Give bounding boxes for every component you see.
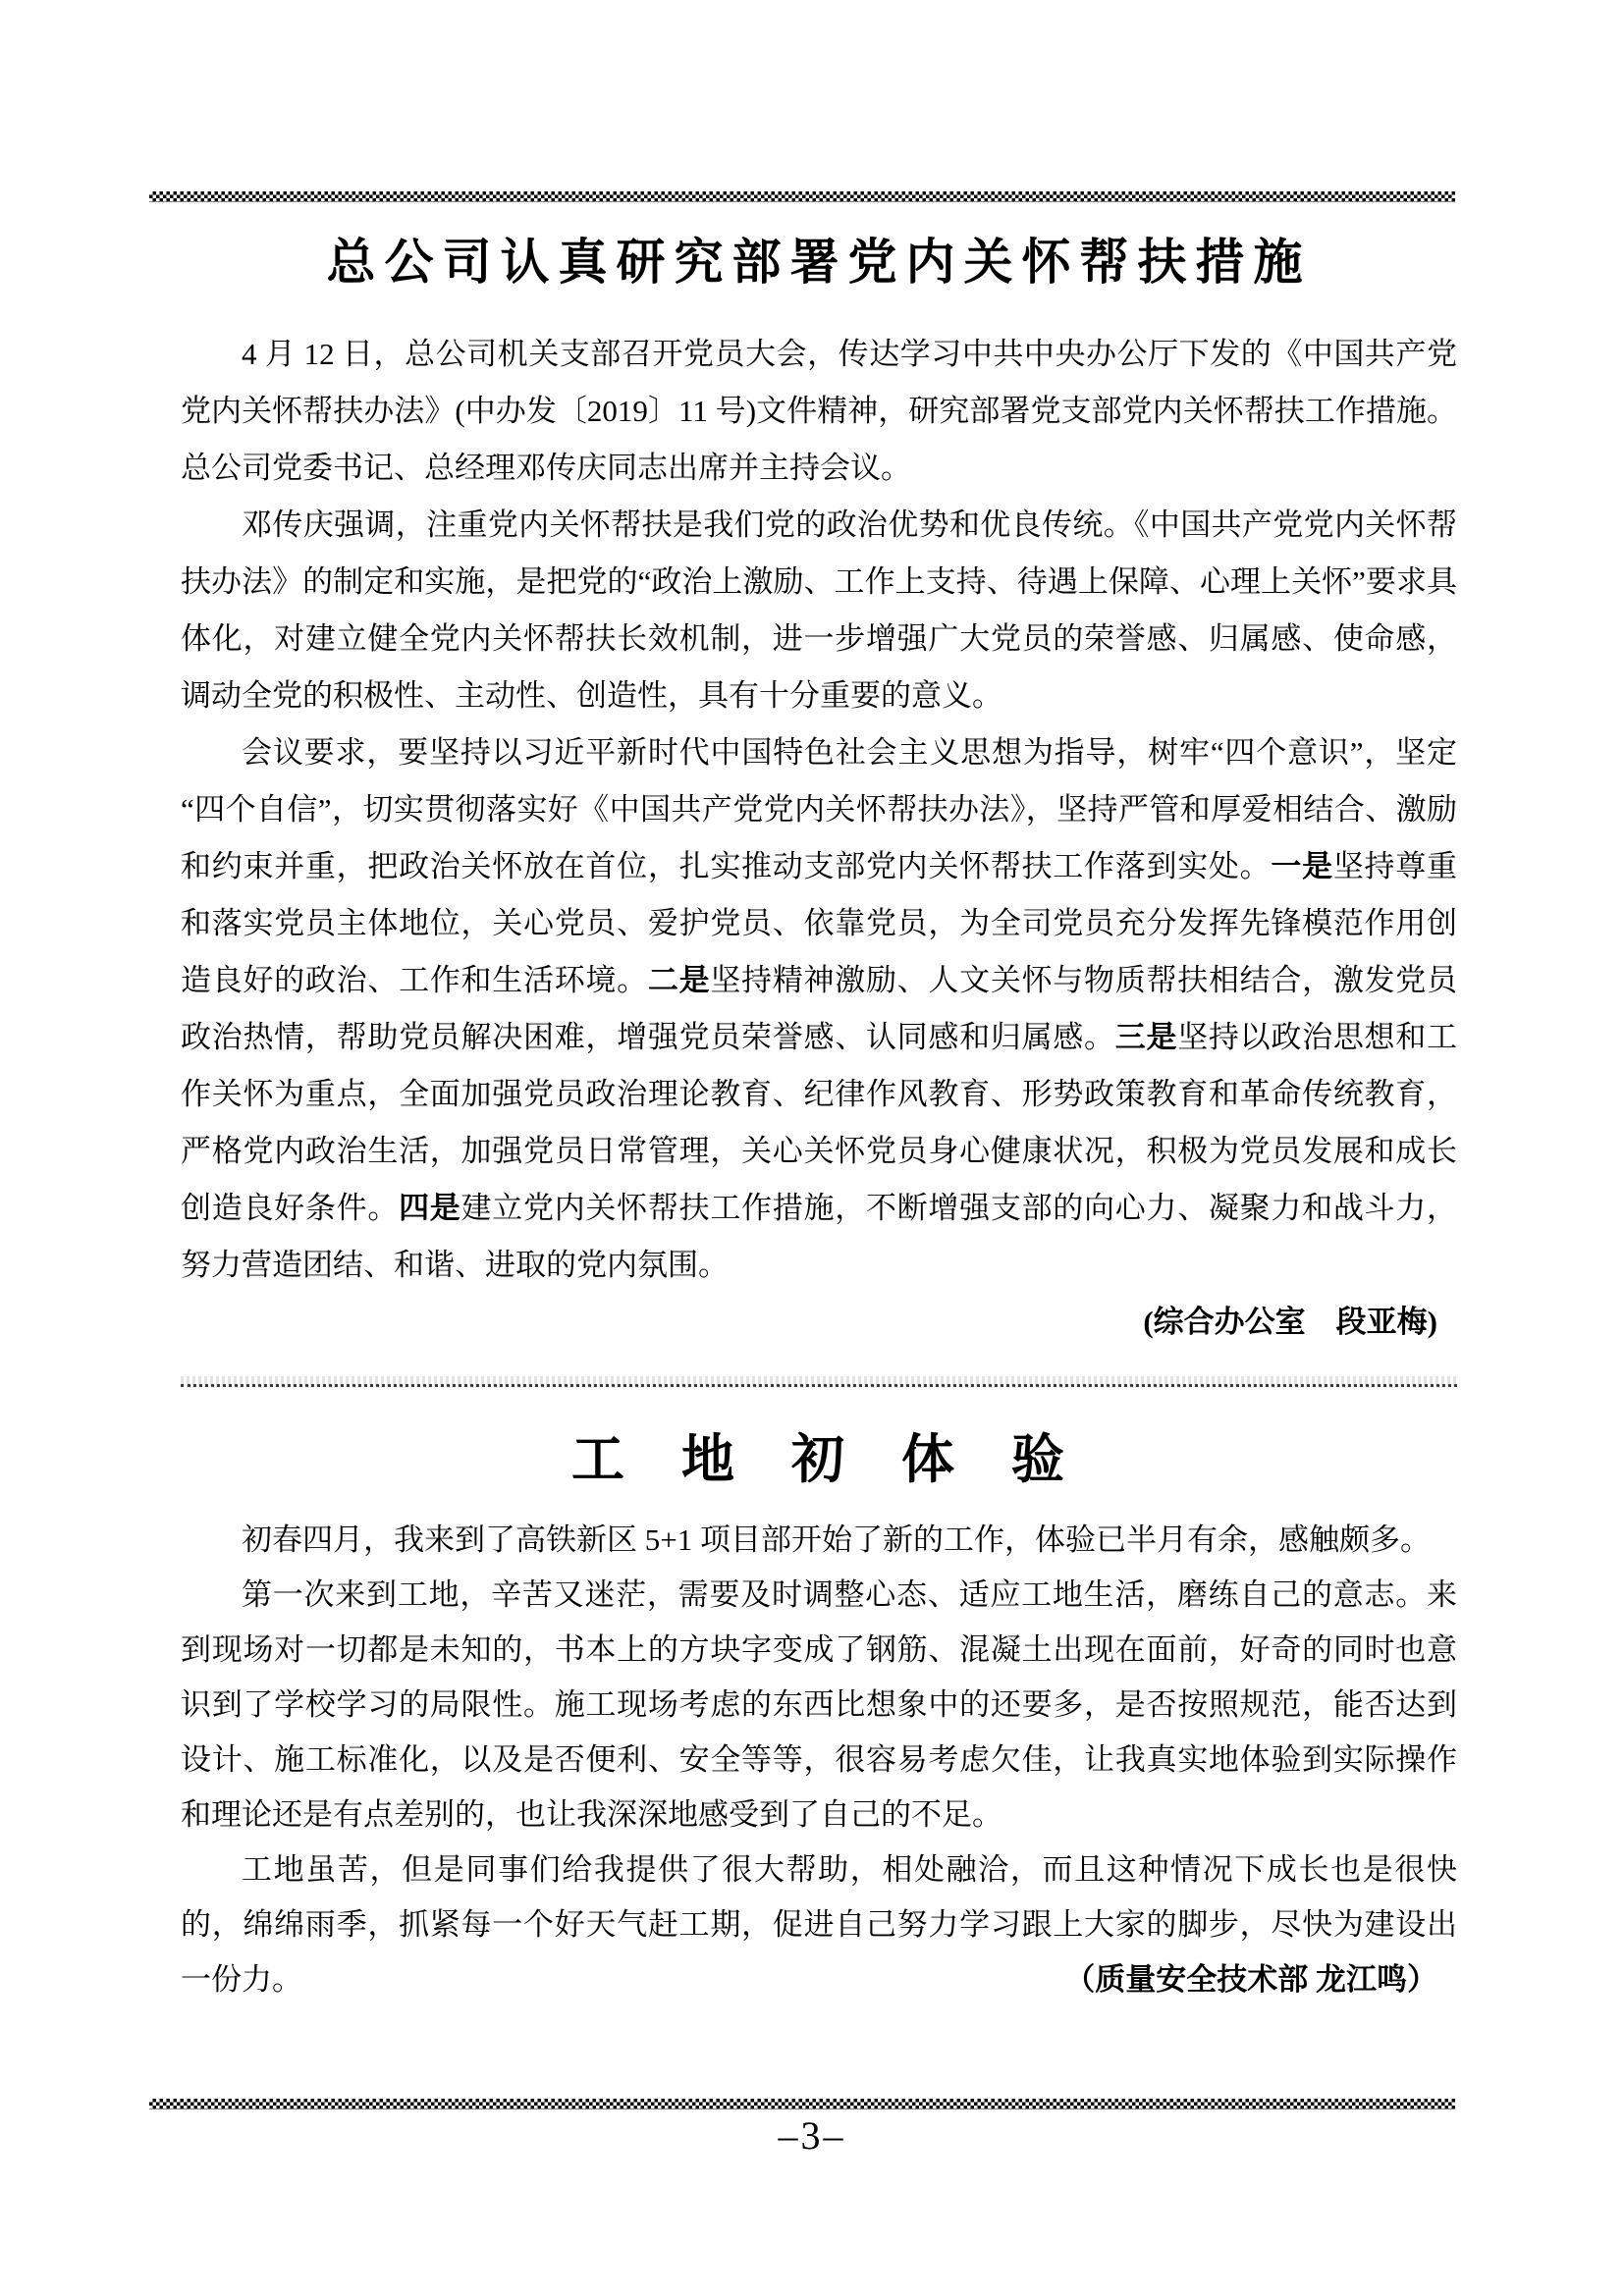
emphasis-third-point: 三是 (1114, 1020, 1178, 1054)
paragraph-text: 会议要求，要坚持以习近平新时代中国特色社会主义思想为指导，树牢“四个意识”，坚定“四个自信”，切实贯彻落实好《中国共产党党内关怀帮扶办法》，坚持严管和厚爱相结合、激励和约束并重，把政治关怀放在首位，扎实推动支部党内关怀帮扶工作落到实处。 (181, 735, 1457, 883)
article-1-title: 总公司认真研究部署党内关怀帮扶措施 (326, 235, 1312, 290)
bottom-checkered-rule (149, 2099, 1455, 2109)
page-content (181, 0, 1457, 2007)
page-number: –3– (778, 2113, 846, 2158)
paragraph-text: 坚持尊重和落实党员主体地位，关心党员、爱护党员、依靠党员，为全司党员充分发挥先锋模范作用创造良好的政治、工作和生活环境。 (181, 849, 1458, 997)
article-1-paragraph-1: 4 月 12 日，总公司机关支部召开党员大会，传达学习中共中央办公厅下发的《中国共产党党内关怀帮扶办法》(中办发〔2019〕11 号)文件精神，研究部署党支部党内关怀帮扶工作措施。总公司党委书记、总经理邓传庆同志出席并主持会议。 (181, 337, 1457, 485)
article-2-byline: （质量安全技术部 龙江鸣） (1064, 1962, 1437, 1997)
article-2-title: 工 地 初 体 验 (571, 1430, 1066, 1489)
article-1-paragraph-3 (181, 724, 1457, 1294)
article-1-byline: (综合办公室 段亚梅) (1143, 1305, 1437, 1339)
article-1 (181, 234, 1457, 1351)
emphasis-second-point: 二是 (647, 963, 711, 997)
dotted-section-divider (181, 1376, 1457, 1387)
article-2-paragraph-3: 工地虽苦，但是同事们给我提供了很大帮助，相处融洽，而且这种情况下成长也是很快的，绵绵雨季，抓紧每一个好天气赶工期，促进自己努力学习跟上大家的脚步，尽快为建设出一份力。 (181, 1852, 1457, 1997)
emphasis-first-point: 一是 (1271, 849, 1333, 883)
paragraph-text: 坚持精神激励、人文关怀与物质帮扶相结合，激发党员政治热情，帮助党员解决困难，增强党员荣誉感、认同感和归属感。 (181, 963, 1458, 1054)
article-2 (181, 1418, 1457, 2007)
article-2-paragraph-1: 初春四月，我来到了高铁新区 5+1 项目部开始了新的工作，体验已半月有余，感触颇多。 (242, 1522, 1431, 1557)
paragraph-text: 坚持以政治思想和工作关怀为重点，全面加强党员政治理论教育、纪律作风教育、形势政策教育和革命传统教育，严格党内政治生活，加强党员日常管理，关心关怀党员身心健康状况，积极为党员发展和成长创造良好条件。 (181, 1020, 1458, 1225)
paragraph-text: 建立党内关怀帮扶工作措施，不断增强支部的向心力、凝聚力和战斗力，努力营造团结、和谐、进取的党内氛围。 (181, 1191, 1458, 1282)
article-1-paragraph-2: 邓传庆强调，注重党内关怀帮扶是我们党的政治优势和优良传统。《中国共产党党内关怀帮扶办法》的制定和实施，是把党的“政治上激励、工作上支持、待遇上保障、心理上关怀”要求具体化，对建立健全党内关怀帮扶长效机制，进一步增强广大党员的荣誉感、归属感、使命感，调动全党的积极性、主动性、创造性，具有十分重要的意义。 (181, 507, 1457, 713)
article-2-paragraph-2: 第一次来到工地，辛苦又迷茫，需要及时调整心态、适应工地生活，磨练自己的意志。来到现场对一切都是未知的，书本上的方块字变成了钢筋、混凝土出现在面前，好奇的同时也意识到了学校学习的局限性。施工现场考虑的东西比想象中的还要多，是否按照规范，能否达到设计、施工标准化，以及是否便利、安全等等，很容易考虑欠佳，让我真实地体验到实际操作和理论还是有点差别的，也让我深深地感受到了自己的不足。 (181, 1577, 1457, 1832)
emphasis-fourth-point: 四是 (399, 1191, 461, 1225)
